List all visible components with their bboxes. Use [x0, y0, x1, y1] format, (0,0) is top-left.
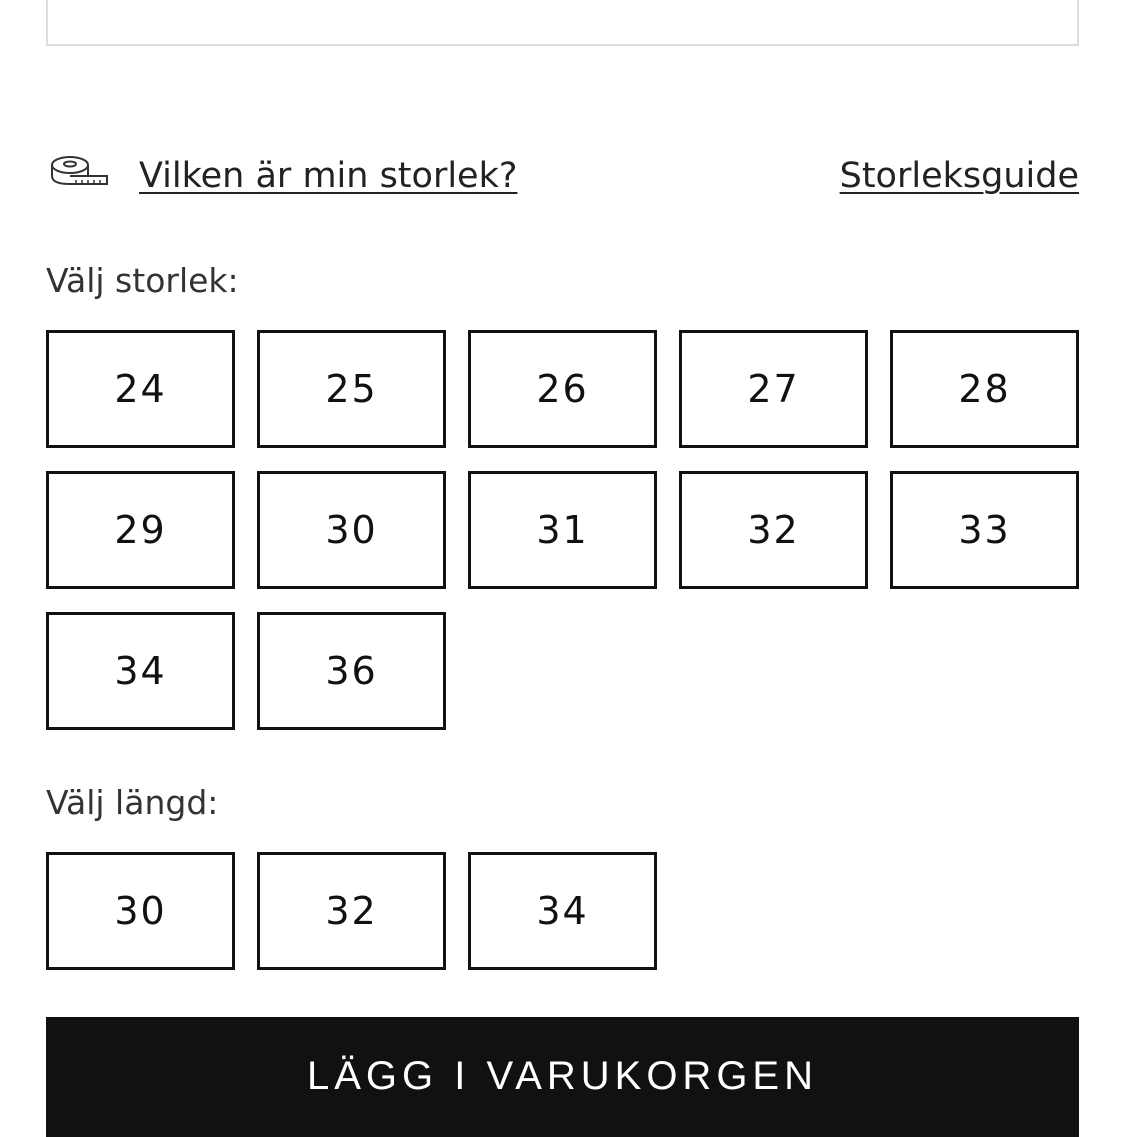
length-option[interactable]: 34	[468, 852, 657, 970]
size-option[interactable]: 27	[679, 330, 868, 448]
length-option[interactable]: 32	[257, 852, 446, 970]
size-option[interactable]: 26	[468, 330, 657, 448]
size-option[interactable]: 24	[46, 330, 235, 448]
length-options-grid	[46, 852, 1079, 970]
size-option[interactable]: 25	[257, 330, 446, 448]
size-guide-link[interactable]: Storleksguide	[839, 156, 1079, 196]
size-help-row	[46, 150, 1079, 202]
size-option[interactable]: 31	[468, 471, 657, 589]
size-section-label: Välj storlek:	[46, 261, 239, 300]
size-options-grid	[46, 330, 1079, 730]
length-option[interactable]: 30	[46, 852, 235, 970]
size-option[interactable]: 28	[890, 330, 1079, 448]
add-to-cart-button[interactable]: LÄGG I VARUKORGEN	[46, 1017, 1079, 1137]
size-option[interactable]: 30	[257, 471, 446, 589]
size-option[interactable]: 34	[46, 612, 235, 730]
size-option[interactable]: 33	[890, 471, 1079, 589]
size-option[interactable]: 32	[679, 471, 868, 589]
size-option[interactable]: 29	[46, 471, 235, 589]
size-option[interactable]: 36	[257, 612, 446, 730]
which-size-link[interactable]: Vilken är min storlek?	[139, 156, 518, 196]
measuring-tape-icon	[50, 154, 110, 190]
length-section-label: Välj längd:	[46, 783, 219, 822]
top-input-box	[46, 0, 1079, 46]
